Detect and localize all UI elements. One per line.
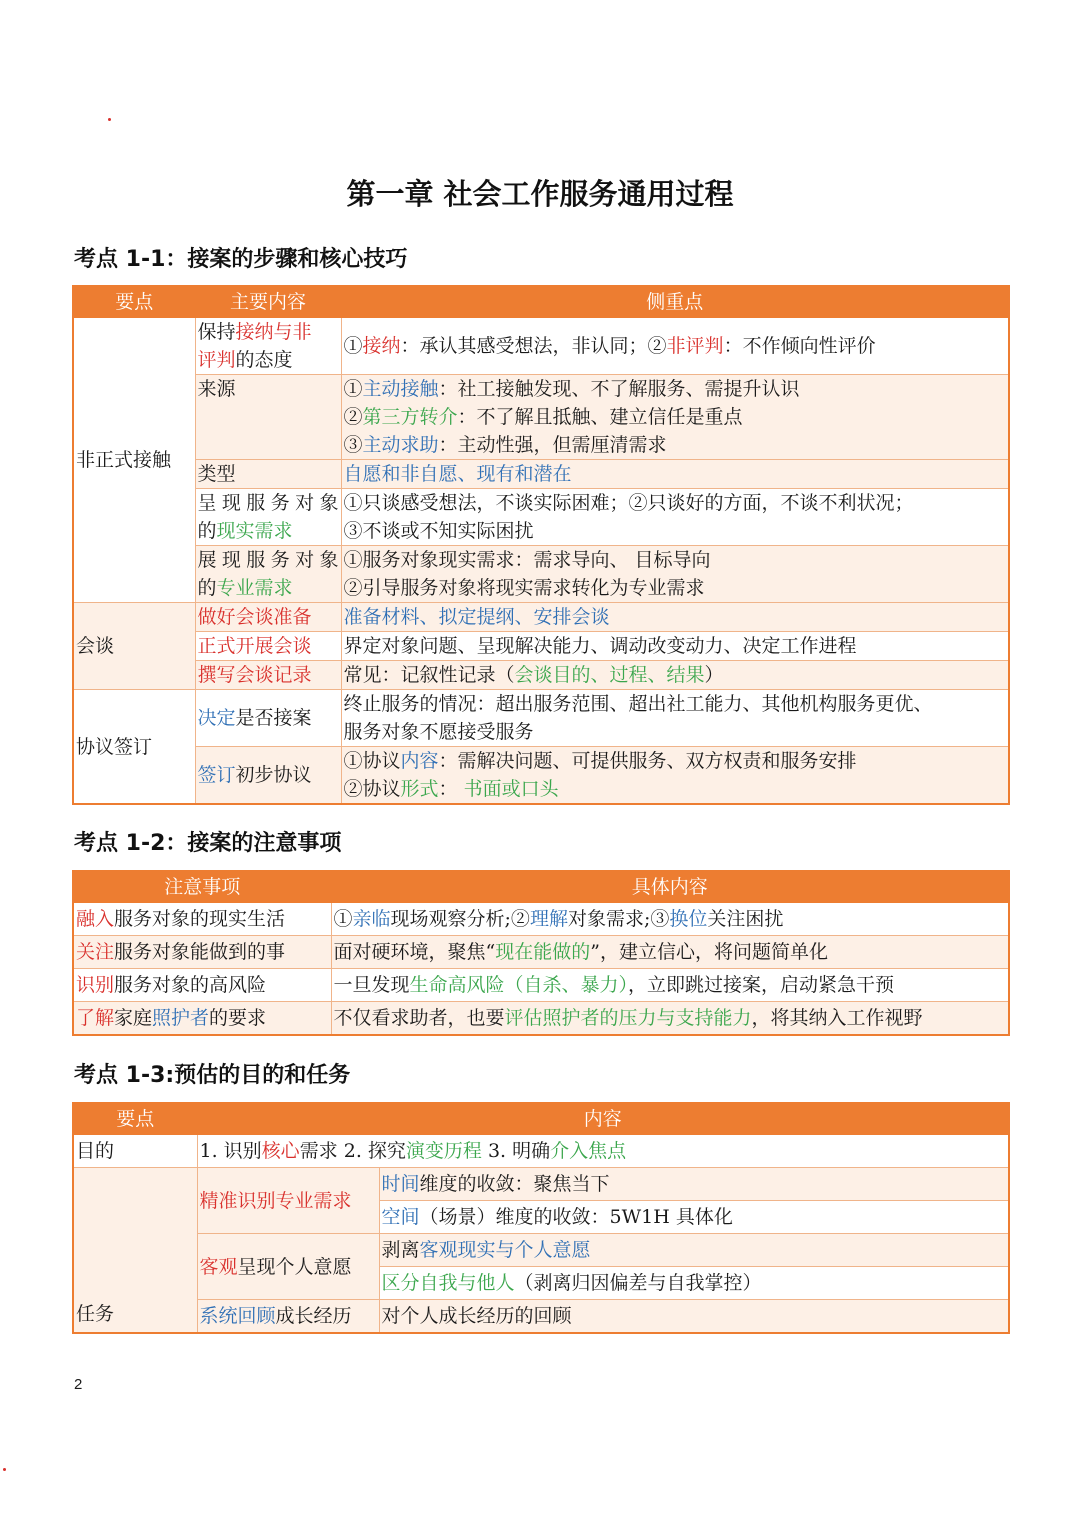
cell-task-1-space: 空间（场景）维度的收敛：5W1H 具体化 (379, 1201, 1009, 1234)
cell-professional-need-focus: ①服务对象现实需求：需求导向、 目标导向 ②引导服务对象将现实需求转化为专业需求 (341, 546, 1009, 603)
cell-attitude: 保持接纳与非 评判的态度 (195, 318, 341, 375)
header-main-content: 主要内容 (195, 286, 341, 318)
cell-sign-agreement-focus: ①协议内容：需解决问题、可提供服务、双方权责和服务安排 ②协议形式： 书面或口头 (341, 747, 1009, 805)
cell-note-4-detail: 不仅看求助者，也要评估照护者的压力与支持能力，将其纳入工作视野 (331, 1002, 1009, 1035)
cell-present-need: 呈现服务对象 的现实需求 (195, 489, 341, 546)
header-key-point: 要点 (73, 286, 195, 318)
cell-prepare-interview: 做好会谈准备 (195, 603, 341, 632)
cell-task-1: 精准识别专业需求 (197, 1168, 379, 1234)
cell-note-3-detail: 一旦发现生命高风险（自杀、暴力），立即跳过接案，启动紧急干预 (331, 969, 1009, 1002)
table-1-2 (72, 870, 1010, 1036)
cell-task-3-detail: 对个人成长经历的回顾 (379, 1300, 1009, 1333)
red-dot-mark (3, 1468, 6, 1471)
header-key-point: 要点 (73, 1103, 197, 1135)
cell-task-3: 系统回顾成长经历 (197, 1300, 379, 1333)
cell-decide-case: 决定是否接案 (195, 690, 341, 747)
cell-note-2-detail: 面对硬环境，聚焦“现在能做的”，建立信心，将问题简单化 (331, 936, 1009, 969)
cell-source: 来源 (195, 375, 341, 460)
cell-note-3: 识别服务对象的高风险 (73, 969, 331, 1002)
header-notes: 注意事项 (73, 871, 331, 903)
cell-informal-contact: 非正式接触 (73, 318, 195, 603)
section-title-1-1: 考点 1-1：接案的步骤和核心技巧 (74, 247, 408, 272)
cell-note-1-detail: ①亲临现场观察分析;②理解对象需求;③换位关注困扰 (331, 903, 1009, 936)
section-title-1-3: 考点 1-3:预估的目的和任务 (74, 1063, 351, 1088)
table-1-1 (72, 285, 1010, 805)
cell-decide-case-focus: 终止服务的情况：超出服务范围、超出社工能力、其他机构服务更优、 服务对象不愿接受服务 (341, 690, 1009, 747)
cell-note-2: 关注服务对象能做到的事 (73, 936, 331, 969)
cell-professional-need: 展现服务对象 的专业需求 (195, 546, 341, 603)
cell-agreement: 协议签订 (73, 690, 195, 805)
cell-task-2-separate: 剥离客观现实与个人意愿 (379, 1234, 1009, 1267)
cell-conduct-interview: 正式开展会谈 (195, 632, 341, 661)
cell-task-2-distinguish: 区分自我与他人（剥离归因偏差与自我掌控） (379, 1267, 1009, 1300)
cell-note-4: 了解家庭照护者的要求 (73, 1002, 331, 1035)
header-content: 内容 (197, 1103, 1009, 1135)
header-focus: 侧重点 (341, 286, 1009, 318)
cell-task-1-time: 时间维度的收敛：聚焦当下 (379, 1168, 1009, 1201)
cell-task-2: 客观呈现个人意愿 (197, 1234, 379, 1300)
cell-attitude-focus: ①接纳：承认其感受想法，非认同；②非评判：不作倾向性评价 (341, 318, 1009, 375)
cell-conduct-interview-focus: 界定对象问题、呈现解决能力、调动改变动力、决定工作进程 (341, 632, 1009, 661)
cell-goal: 目的 (73, 1135, 197, 1168)
table-1-3 (72, 1102, 1010, 1334)
cell-present-need-focus: ①只谈感受想法，不谈实际困难；②只谈好的方面，不谈不利状况； ③不谈或不知实际困扰 (341, 489, 1009, 546)
cell-record-interview-focus: 常见：记叙性记录（会谈目的、过程、结果） (341, 661, 1009, 690)
red-dot-mark (108, 118, 111, 121)
page-number: 2 (74, 1376, 83, 1393)
cell-source-focus: ①主动接触：社工接触发现、不了解服务、需提升认识 ②第三方转介：不了解且抵触、建立信任是重点 ③主动求助：主动性强，但需厘清需求 (341, 375, 1009, 460)
cell-goal-content: 1. 识别核心需求 2. 探究演变历程 3. 明确介入焦点 (197, 1135, 1009, 1168)
section-title-1-2: 考点 1-2：接案的注意事项 (74, 831, 342, 856)
cell-sign-agreement: 签订初步协议 (195, 747, 341, 805)
cell-type-focus: 自愿和非自愿、现有和潜在 (341, 460, 1009, 489)
cell-prepare-interview-focus: 准备材料、拟定提纲、安排会谈 (341, 603, 1009, 632)
cell-record-interview: 撰写会谈记录 (195, 661, 341, 690)
chapter-title: 第一章 社会工作服务通用过程 (346, 177, 734, 211)
cell-task: 任务 (73, 1168, 197, 1333)
header-details: 具体内容 (331, 871, 1009, 903)
cell-note-1: 融入服务对象的现实生活 (73, 903, 331, 936)
cell-type: 类型 (195, 460, 341, 489)
cell-interview: 会谈 (73, 603, 195, 690)
